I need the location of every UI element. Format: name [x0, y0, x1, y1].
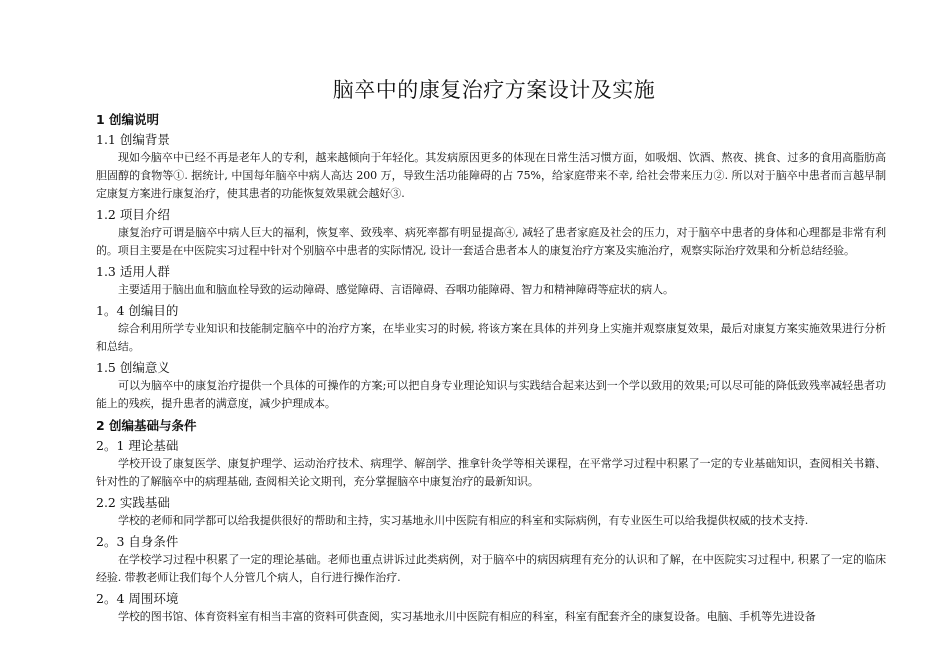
paragraph-environment: 学校的图书馆、体育资料室有相当丰富的资料可供查阅，实习基地永川中医院有相应的科室，科室有配套齐全的康复设备。电脑、手机等先进设备 — [118, 610, 816, 623]
heading-1-5: 1.5 创编意义 — [96, 360, 170, 375]
paragraph-own-conditions: 在学校学习过程中积累了一定的理论基础。老师也重点讲诉过此类病例，对于脑卒中的病因病理有充分的认识和了解，在中医院实习过程中, 积累了一定的临床经验. 带教老师让我们每个人分管几个病人，自行进行操作治疗. — [96, 553, 886, 584]
paragraph-project-intro: 康复治疗可谓是脑卒中病人巨大的福利，恢复率、致残率、病死率都有明显提高④, 减轻了患者家庭及社会的压力，对于脑卒中患者的身体和心理都是非常有利的。项目主要是在中医院实习过程中针对个别脑卒中患者的实际情况, 设计一套适合患者本人的康复治疗方案及实施治疗，观察实际治疗效果和分析总结经验。 — [96, 226, 886, 257]
heading-2-3: 2。3 自身条件 — [96, 534, 179, 549]
paragraph-theory-basis: 学校开设了康复医学、康复护理学、运动治疗技术、病理学、解剖学、推拿针灸学等相关课程，在平常学习过程中积累了一定的专业基础知识，查阅相关书籍、针对性的了解脑卒中的病理基础, 查阅相关论文期刊，充分掌握脑卒中康复治疗的最新知识。 — [96, 457, 886, 488]
heading-1-2: 1.2 项目介绍 — [96, 207, 170, 222]
heading-2-2: 2.2 实践基础 — [96, 495, 170, 510]
paragraph-target-group: 主要适用于脑出血和脑血栓导致的运动障碍、感觉障碍、言语障碍、吞咽功能障碍、智力和精神障碍等症状的病人。 — [118, 283, 674, 296]
heading-section-1: 1 创编说明 — [96, 112, 160, 127]
paragraph-practice-basis: 学校的老师和同学都可以给我提供很好的帮助和主持，实习基地永川中医院有相应的科室和实际病例，有专业医生可以给我提供权威的技术支持. — [118, 514, 809, 527]
heading-1-1: 1.1 创编背景 — [96, 132, 170, 147]
heading-section-2: 2 创编基础与条件 — [96, 418, 197, 433]
paragraph-background: 现如今脑卒中已经不再是老年人的专利，越来越倾向于年轻化。其发病原因更多的体现在日常生活习惯方面，如吸烟、饮酒、熬夜、挑食、过多的食用高脂肪高胆固醇的食物等①. 据统计, 中国每年脑卒中病人高达 200 万，导致生活功能障碍的占 75%，给家庭带来不幸, 给社会带来压力②. 所以对于脑卒中患者而言越早制定康复方案进行康复治疗，使其患者的功能恢复效果就会越好③. — [96, 151, 886, 200]
document-title: 脑卒中的康复治疗方案设计及实施 — [332, 78, 656, 102]
heading-1-3: 1.3 适用人群 — [96, 264, 170, 279]
heading-1-4: 1。4 创编目的 — [96, 303, 179, 318]
paragraph-purpose: 综合利用所学专业知识和技能制定脑卒中的治疗方案，在毕业实习的时候, 将该方案在具体的并列身上实施并观察康复效果，最后对康复方案实施效果进行分析和总结。 — [96, 322, 886, 353]
paragraph-significance: 可以为脑卒中的康复治疗提供一个具体的可操作的方案;可以把自身专业理论知识与实践结合起来达到一个学以致用的效果;可以尽可能的降低致残率减轻患者功能上的残疾，提升患者的满意度，减少护理成本。 — [96, 379, 886, 410]
heading-2-1: 2。1 理论基础 — [96, 438, 179, 453]
heading-2-4: 2。4 周围环境 — [96, 591, 179, 606]
